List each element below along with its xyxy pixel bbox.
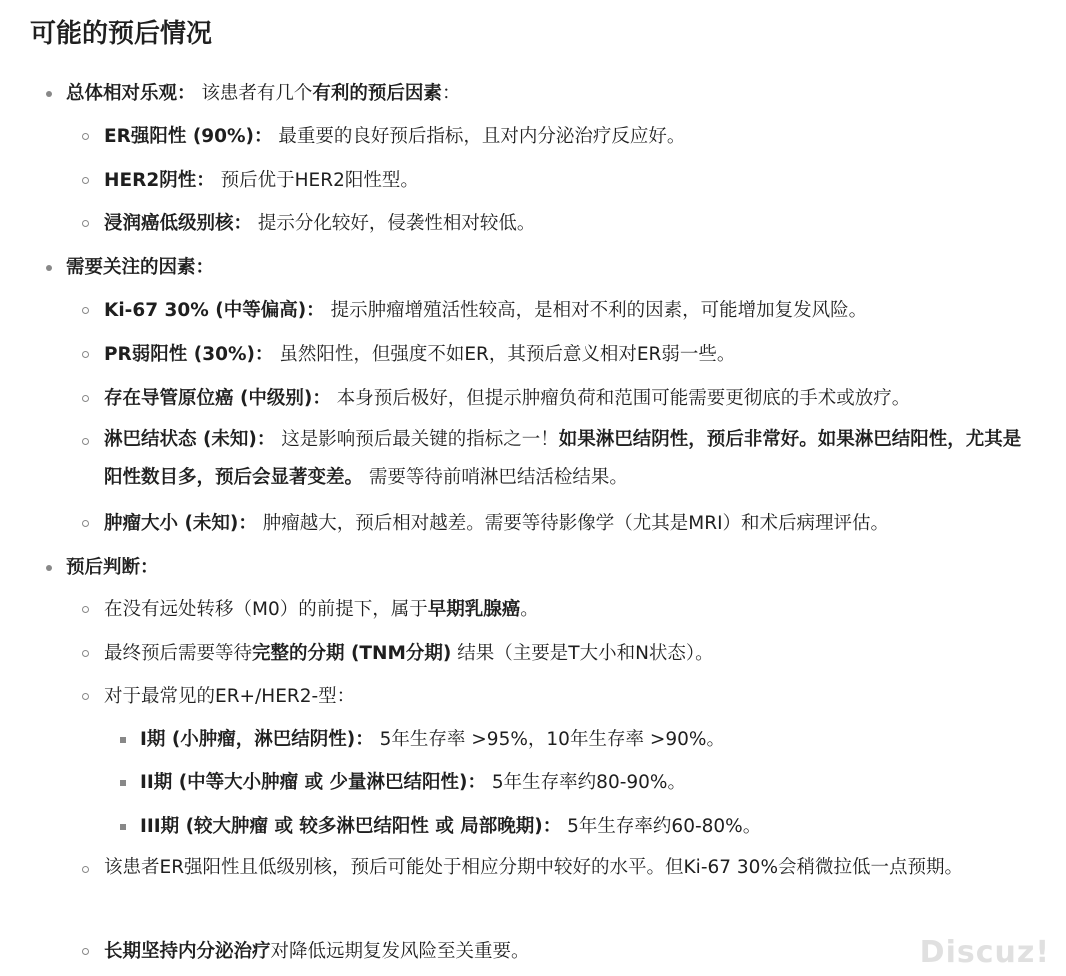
disc-bullet: [46, 265, 52, 271]
lymph-label: 淋巴结状态 (未知)：: [104, 429, 276, 450]
judgement-label: 预后判断：: [66, 557, 159, 578]
overall-subitem: [104, 159, 419, 203]
judgement-subitem: [104, 588, 539, 632]
circle-bullet: [82, 438, 89, 445]
circle-bullet: [82, 133, 89, 140]
stage-item: [140, 761, 686, 805]
discuz-watermark: Discuz!: [919, 935, 1050, 970]
final-text-pre: 最终预后需要等待: [104, 643, 253, 664]
stage-text: 5年生存率 >95%，10年生存率 >90%。: [379, 729, 725, 750]
subitem-label: 肿瘤大小 (未知)：: [104, 513, 257, 534]
circle-bullet: [82, 351, 89, 358]
final-bold: 完整的分期 (TNM分期): [252, 643, 452, 664]
circle-bullet: [82, 520, 89, 527]
disc-bullet: [46, 565, 52, 571]
tumor-size-subitem: [104, 502, 889, 546]
square-bullet: [120, 737, 126, 743]
subitem-label: HER2阴性：: [104, 170, 215, 191]
longterm-text: 对降低远期复发风险至关重要。: [270, 941, 530, 962]
subitem-label: 浸润癌低级别核：: [104, 213, 253, 234]
subitem-label: 存在导管原位癌 (中级别)：: [104, 388, 331, 409]
lymph-subitem: [104, 421, 1034, 497]
subitem-label: Ki-67 30% (中等偏高)：: [104, 300, 325, 321]
circle-bullet: [82, 693, 89, 700]
stage-text: 5年生存率约80-90%。: [491, 772, 687, 793]
overall-text-pre: 该患者有几个: [201, 83, 313, 104]
circle-bullet: [82, 395, 89, 402]
overall-bold: 有利的预后因素: [312, 83, 442, 104]
circle-bullet: [82, 866, 89, 873]
m0-text-post: 。: [520, 599, 539, 620]
concern-label: 需要关注的因素：: [66, 257, 215, 278]
concern-subitem: [104, 377, 910, 421]
overall-text-post: ：: [441, 83, 461, 104]
square-bullet: [120, 780, 126, 786]
patient-note-subitem: [104, 849, 1034, 887]
patient-note-text: 该患者ER强阳性且低级别核，预后可能处于相应分期中较好的水平。但Ki-67 30%会稍微拉低一点预期。: [104, 857, 964, 878]
circle-bullet: [82, 606, 89, 613]
overall-item: [66, 72, 460, 116]
lymph-text2: 需要等待前哨淋巴结活检结果。: [368, 467, 628, 488]
disc-bullet: [46, 91, 52, 97]
judgement-item: [66, 546, 159, 590]
judgement-subitem: [104, 675, 355, 719]
lymph-bold: 如果淋巴结阴性，预后非常好。如果淋巴结阳性，尤其是阳性数目多，预后会显著变差。: [104, 429, 1022, 488]
concern-subitem: [104, 333, 735, 377]
longterm-subitem: [104, 930, 530, 974]
concern-subitem: [104, 289, 867, 333]
subitem-text: 提示肿瘤增殖活性较高，是相对不利的因素，可能增加复发风险。: [330, 300, 868, 321]
overall-subitem: [104, 115, 685, 159]
m0-bold: 早期乳腺癌: [427, 599, 521, 620]
subitem-text: 肿瘤越大，预后相对越差。需要等待影像学（尤其是MRI）和术后病理评估。: [262, 513, 890, 534]
circle-bullet: [82, 177, 89, 184]
circle-bullet: [82, 220, 89, 227]
stage-label: III期 (较大肿瘤 或 较多淋巴结阳性 或 局部晚期)：: [140, 816, 562, 837]
subitem-label: PR弱阳性 (30%)：: [104, 344, 274, 365]
stage-text: 5年生存率约60-80%。: [567, 816, 762, 837]
circle-bullet: [82, 307, 89, 314]
subitem-text: 提示分化较好，侵袭性相对较低。: [257, 213, 536, 234]
final-text-post: 结果（主要是T大小和N状态）。: [457, 643, 714, 664]
longterm-bold: 长期坚持内分泌治疗: [104, 941, 271, 962]
subitem-text: 预后优于HER2阳性型。: [220, 170, 419, 191]
stage-item: [140, 718, 725, 762]
lymph-text1: 这是影响预后最关键的指标之一！: [281, 429, 559, 450]
square-bullet: [120, 824, 126, 830]
subitem-text: 本身预后极好，但提示肿瘤负荷和范围可能需要更彻底的手术或放疗。: [336, 388, 911, 409]
stage-item: [140, 805, 761, 849]
circle-bullet: [82, 650, 89, 657]
judgement-subitem: [104, 632, 714, 676]
page-title: 可能的预后情况: [30, 19, 213, 49]
stage-label: I期 (小肿瘤，淋巴结阴性)：: [140, 729, 374, 750]
subitem-text: 虽然阳性，但强度不如ER，其预后意义相对ER弱一些。: [279, 344, 736, 365]
subitem-text: 最重要的良好预后指标，且对内分泌治疗反应好。: [278, 126, 686, 147]
concern-item: [66, 246, 214, 290]
circle-bullet: [82, 948, 89, 955]
stage-label: II期 (中等大小肿瘤 或 少量淋巴结阳性)：: [140, 772, 487, 793]
overall-subitem: [104, 202, 535, 246]
common-type-text: 对于最常见的ER+/HER2-型：: [104, 686, 356, 707]
subitem-label: ER强阳性 (90%)：: [104, 126, 273, 147]
m0-text-pre: 在没有远处转移（M0）的前提下，属于: [104, 599, 428, 620]
overall-label: 总体相对乐观：: [66, 83, 196, 104]
